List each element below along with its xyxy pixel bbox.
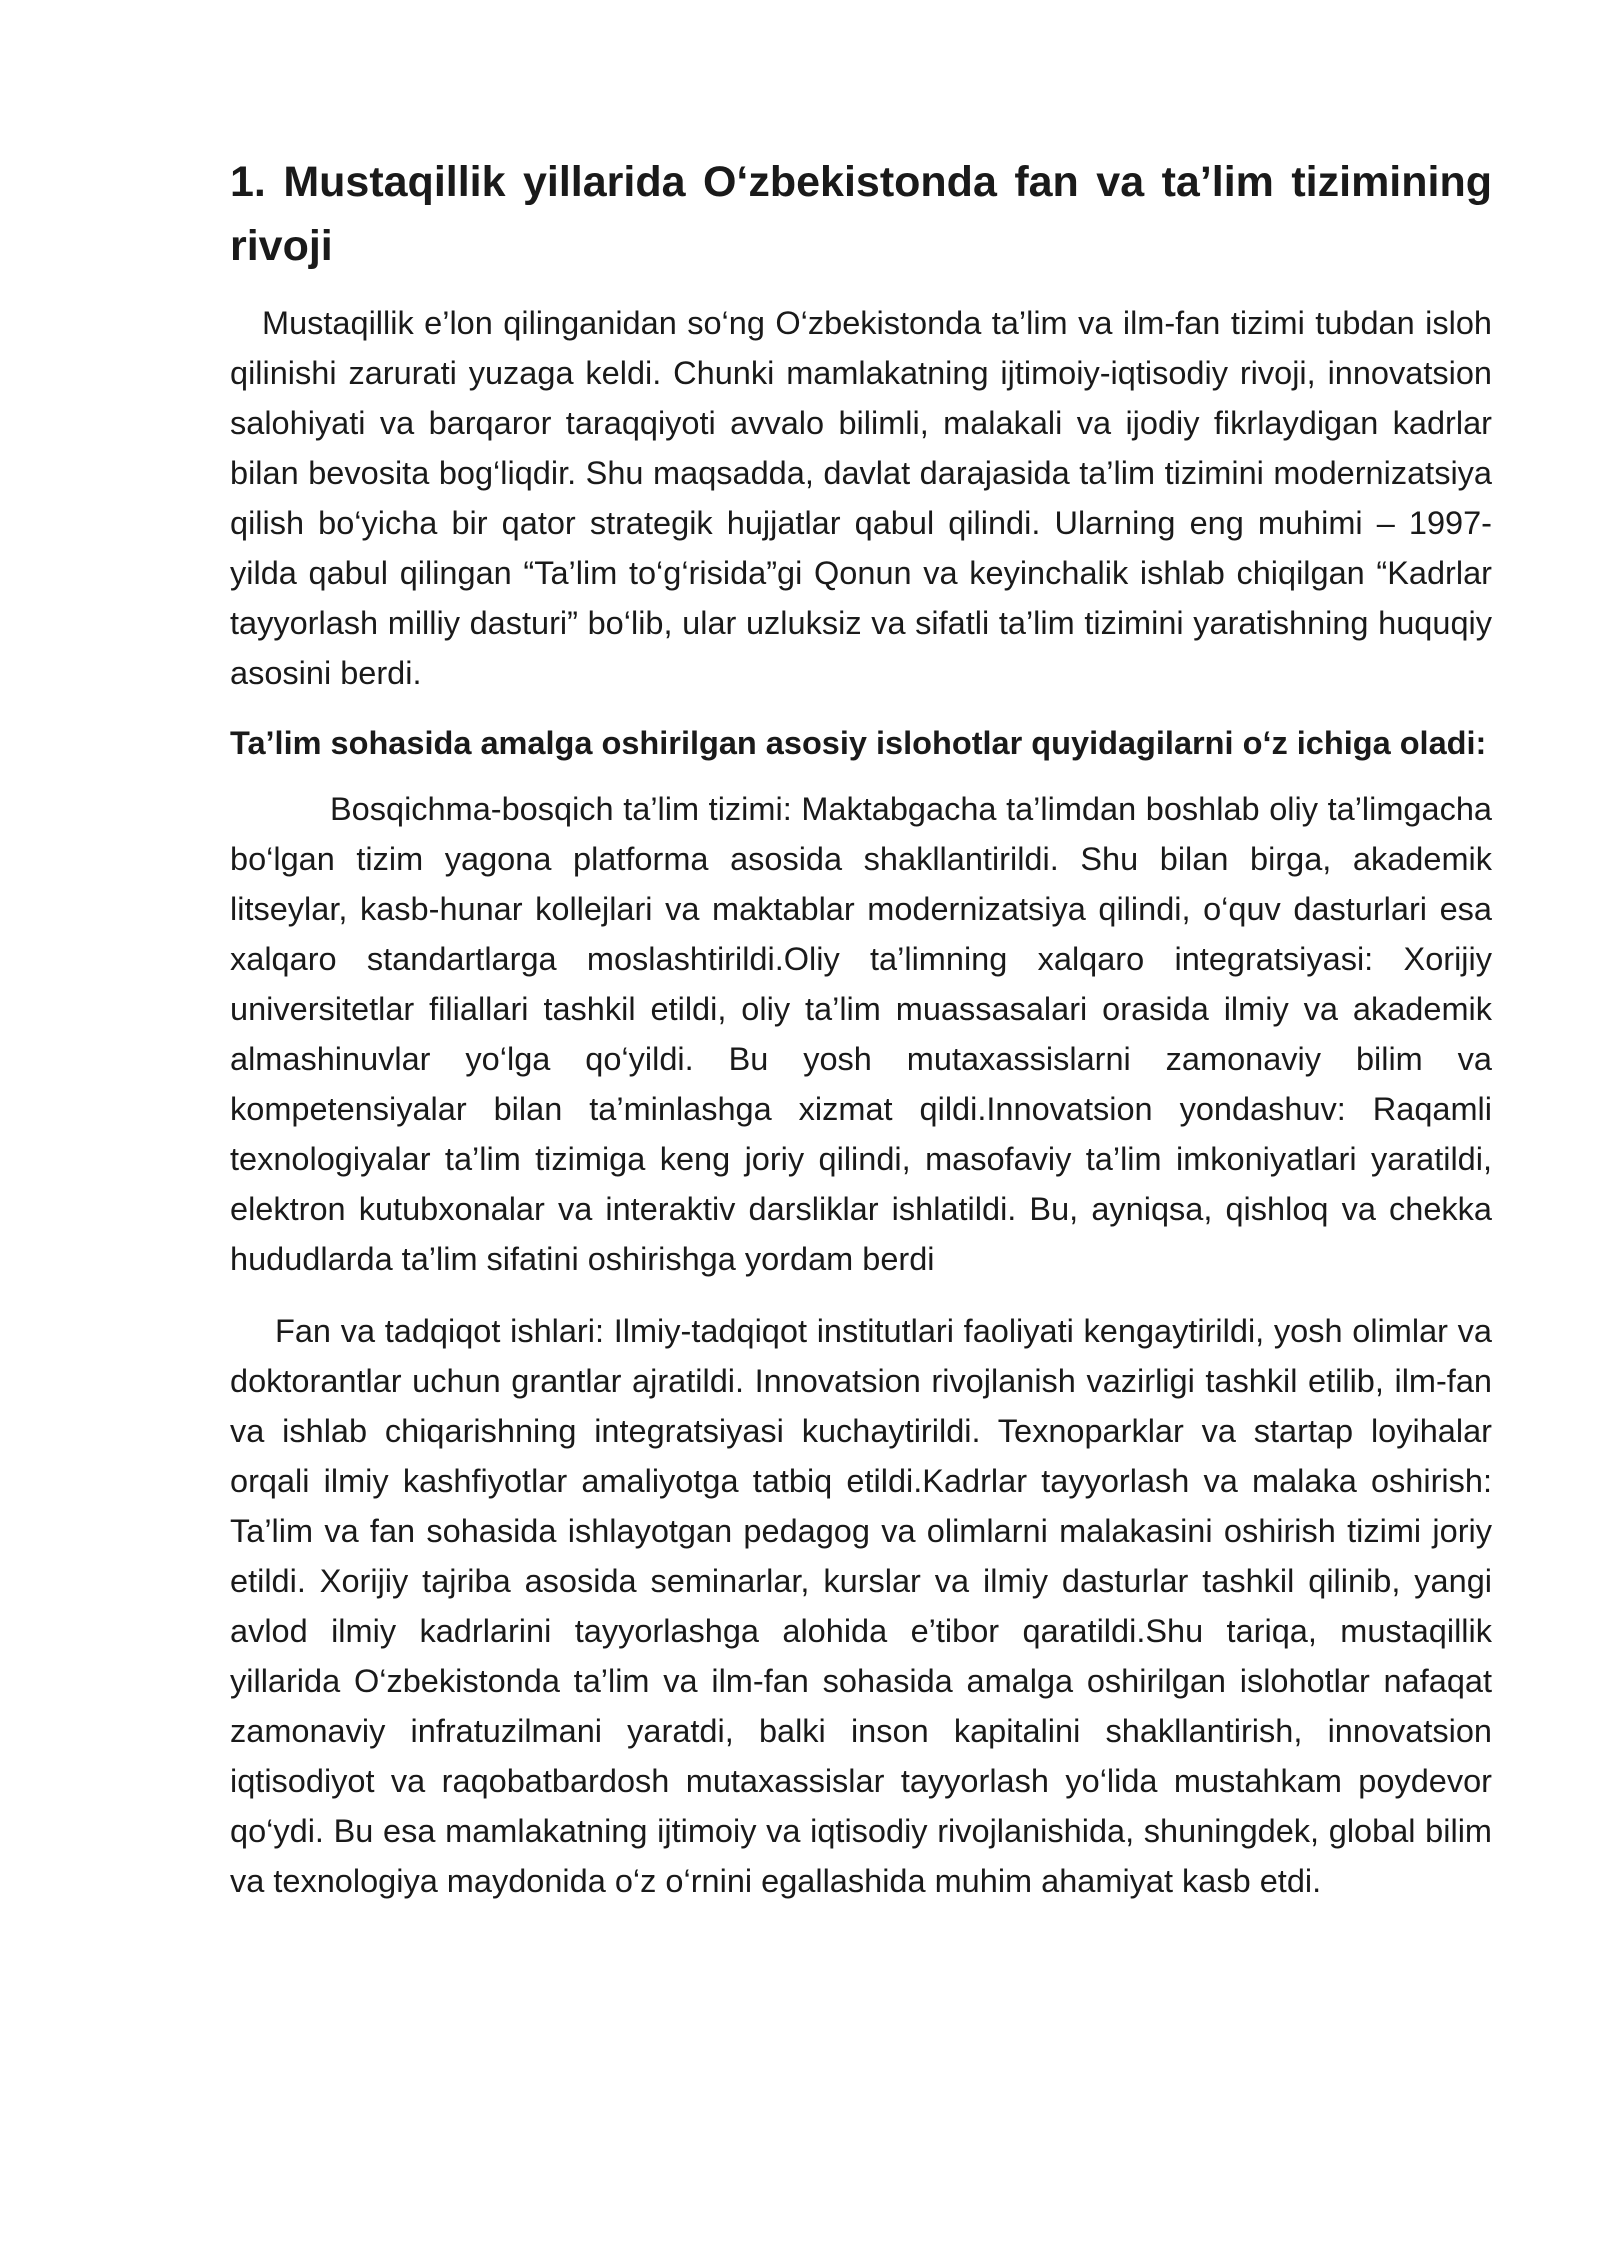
reforms-paragraph: Bosqichma-bosqich ta’lim tizimi: Maktabgacha ta’limdan boshlab oliy ta’limgacha bo‘lgan tizim yagona platforma asosida shakllantirildi. Shu bilan birga, akademik litseylar, kasb-hunar kollejlari va maktablar modernizatsiya qilindi, o‘quv dasturlari esa xalqaro standartlarga moslashtirildi.Oliy ta’limning xalqaro integratsiyasi: Xorijiy universitetlar filiallari tashkil etildi, oliy ta’lim muassasalari orasida ilmiy va akademik almashinuvlar yo‘lga qo‘yildi. Bu yosh mutaxassislarni zamonaviy bilim va kompetensiyalar bilan ta’minlashga xizmat qildi.Innovatsion yondashuv: Raqamli texnologiyalar ta’lim tizimiga keng joriy qilindi, masofaviy ta’lim imkoniyatlari yaratildi, elektron kutubxonalar va interaktiv darsliklar ishlatildi. Bu, ayniqsa, qishloq va chekka hududlarda ta’lim sifatini oshirishga yordam berdi <box>230 791 1492 1277</box>
science-paragraph: Fan va tadqiqot ishlari: Ilmiy-tadqiqot institutlari faoliyati kengaytirildi, yosh olimlar va doktorantlar uchun grantlar ajratildi. Innovatsion rivojlanish vazirligi tashkil etilib, ilm-fan va ishlab chiqarishning integratsiyasi kuchaytirildi. Texnoparklar va startap loyihalar orqali ilmiy kashfiyotlar amaliyotga tatbiq etildi.Kadrlar tayyorlash va malaka oshirish: Ta’lim va fan sohasida ishlayotgan pedagog va olimlarni malakasini oshirish tizimi joriy etildi. Xorijiy tajriba asosida seminarlar, kurslar va ilmiy dasturlar tashkil qilinib, yangi avlod ilmiy kadrlarini tayyorlashga alohida e’tibor qaratildi.Shu tariqa, mustaqillik yillarida O‘zbekistonda ta’lim va ilm-fan sohasida amalga oshirilgan islohotlar nafaqat zamonaviy infratuzilmani yaratdi, balki inson kapitalini shakllantirish, innovatsion iqtisodiyot va raqobatbardosh mutaxassislar tayyorlash yo‘lida mustahkam poydevor qo‘ydi. Bu esa mamlakatning ijtimoiy va iqtisodiy rivojlanishida, shuningdek, global bilim va texnologiya maydonida o‘z o‘rnini egallashida muhim ahamiyat kasb etdi. <box>230 1313 1492 1899</box>
intro-paragraph: Mustaqillik e’lon qilinganidan so‘ng O‘zbekistonda ta’lim va ilm-fan tizimi tubdan isloh qilinishi zarurati yuzaga keldi. Chunki mamlakatning ijtimoiy-iqtisodiy rivoji, innovatsion salohiyati va barqaror taraqqiyoti avvalo bilimli, malakali va ijodiy fikrlaydigan kadrlar bilan bevosita bog‘liqdir. Shu maqsadda, davlat darajasida ta’lim tizimini modernizatsiya qilish bo‘yicha bir qator strategik hujjatlar qabul qilindi. Ularning eng muhimi – 1997-yilda qabul qilingan “Ta’lim to‘g‘risida”gi Qonun va keyinchalik ishlab chiqilgan “Kadrlar tayyorlash milliy dasturi” bo‘lib, ular uzluksiz va sifatli ta’lim tizimini yaratishning huquqiy asosini berdi. <box>230 305 1492 691</box>
document-page <box>230 150 1492 1906</box>
section-subheading: Ta’lim sohasida amalga oshirilgan asosiy islohotlar quyidagilarni o‘z ichiga oladi: <box>230 725 1487 761</box>
document-title: 1. Mustaqillik yillarida O‘zbekistonda fan va ta’lim tizimining rivoji <box>230 158 1492 270</box>
